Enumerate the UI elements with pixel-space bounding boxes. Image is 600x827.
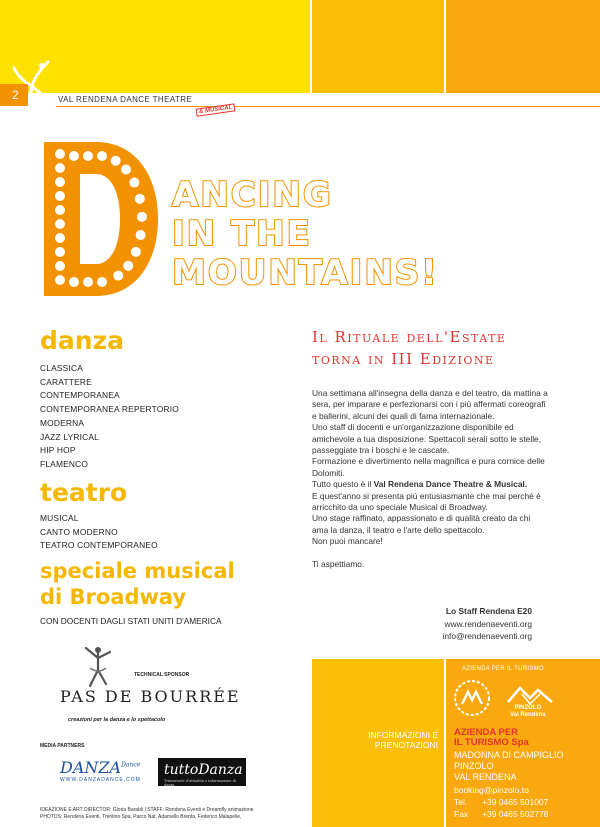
marquee-bulb bbox=[55, 233, 65, 243]
body-paragraph bbox=[312, 479, 548, 490]
info-label-line: PRENOTAZIONI bbox=[374, 740, 438, 750]
marquee-bulb bbox=[69, 277, 79, 287]
body-paragraph: Uno stage raffinato, appassionato e di qualità creato da chi ama la danza, il teatro e l'arte dello spettacolo. bbox=[312, 513, 531, 535]
fax-row bbox=[454, 809, 548, 819]
body-text bbox=[312, 388, 548, 570]
apt-place: PINZOLO bbox=[454, 761, 494, 772]
list-item: MODERNA bbox=[40, 417, 85, 428]
marquee-bulb bbox=[55, 191, 65, 201]
body-bold-span: Val Rendena Dance Theatre & Musical. bbox=[373, 479, 528, 490]
tutto-logo-sub: Trimestrale d'attualità e informazione di danza bbox=[164, 779, 236, 787]
danza-logo-small: Dance bbox=[121, 761, 141, 769]
page-number: 2 bbox=[0, 84, 28, 106]
list-item: TEATRO CONTEMPORANEO bbox=[40, 540, 158, 551]
teatro-list bbox=[40, 512, 158, 553]
danza-dance-logo bbox=[60, 758, 140, 777]
header-band-right bbox=[446, 0, 600, 93]
marquee-bulb bbox=[55, 205, 65, 215]
marquee-bulb bbox=[55, 177, 65, 187]
body-paragraph: Uno staff di docenti e un'organizzazione disponibile ed amichevole a tua disposizione. Spettacoli serali sotto le stelle, passeggiate tra i boschi e le cascate. bbox=[312, 422, 542, 456]
staff-signature: Lo Staff Rendena E20 bbox=[445, 606, 532, 616]
title-line-1: ANCING bbox=[172, 175, 333, 215]
body-text-span: Tutto questo è il bbox=[312, 479, 374, 490]
tutto-logo-name: tuttoDanza bbox=[164, 762, 243, 778]
credits-line: IDEAZIONE E ART DIRECTOR: Gloria Barabli | STAFF: Rendena Eventi e Dreamfly animazione bbox=[40, 807, 254, 813]
pas-de-bourree-logo: PAS DE BOURRÉE bbox=[60, 687, 241, 706]
info-label bbox=[318, 730, 438, 750]
marquee-bulb bbox=[111, 156, 121, 166]
musical-tag: & MUSICAL bbox=[196, 103, 236, 116]
ritual-heading-line-1: Il Rituale dell'Estate bbox=[312, 328, 507, 346]
teatro-heading: teatro bbox=[40, 478, 128, 507]
email-link[interactable]: info@rendenaeventi.org bbox=[442, 631, 532, 641]
marquee-bulb bbox=[97, 151, 107, 161]
apt-place: MADONNA DI CAMPIGLIO bbox=[454, 750, 564, 760]
telephone-row bbox=[454, 797, 548, 807]
title-line-3: MOUNTAINS! bbox=[172, 253, 439, 293]
marquee-bulb bbox=[136, 230, 146, 240]
pinzolo-logo-line: PINZOLO bbox=[514, 705, 542, 711]
info-label-line: INFORMAZIONI E bbox=[368, 730, 438, 740]
body-paragraph: E quest'anno si presenta più entusiasmante che mai perché è arricchito da uno speciale Musical di Broadway. bbox=[312, 490, 541, 513]
list-item: CARATTERE bbox=[40, 376, 92, 387]
marquee-bulb bbox=[55, 247, 65, 257]
technical-sponsor-label: TECHNICAL SPONSOR bbox=[134, 672, 190, 678]
apt-name bbox=[454, 728, 529, 748]
tel-label: Tel. bbox=[454, 797, 468, 807]
apt-label: AZIENDA PER IL TURISMO bbox=[462, 666, 544, 672]
apt-places bbox=[454, 750, 564, 784]
list-item: CONTEMPORANEA REPERTORIO bbox=[40, 404, 179, 415]
big-d-marquee-letter bbox=[40, 138, 162, 300]
body-paragraph: Ti aspettiamo. bbox=[312, 558, 365, 569]
fax-value: +39 0465 502778 bbox=[482, 809, 549, 819]
pas-de-bourree-tagline: creazioni per la danza e lo spettacolo bbox=[68, 717, 166, 723]
marquee-bulb bbox=[129, 178, 139, 188]
media-partners-label: MEDIA PARTNERS bbox=[40, 743, 85, 749]
header-title: VAL RENDENA DANCE THEATRE bbox=[58, 95, 193, 104]
header-divider bbox=[56, 106, 600, 107]
marquee-bulb bbox=[137, 212, 147, 222]
apt-name-line: IL TURISMO Spa bbox=[454, 737, 529, 748]
marquee-bulb bbox=[55, 149, 65, 159]
marquee-bulb bbox=[55, 163, 65, 173]
ballerina-logo-icon bbox=[80, 644, 116, 688]
marquee-bulb bbox=[113, 271, 123, 281]
apt-place: VAL RENDENA bbox=[454, 772, 517, 783]
pinzolo-logo-line: Val Rendena bbox=[510, 712, 546, 718]
marquee-bulb bbox=[131, 247, 141, 257]
marquee-bulb bbox=[55, 219, 65, 229]
marquee-bulb bbox=[55, 261, 65, 271]
list-item: FLAMENCO bbox=[40, 458, 89, 469]
musical-heading-line-1: speciale musical bbox=[40, 559, 235, 583]
marquee-bulb bbox=[123, 261, 133, 271]
marquee-bulb bbox=[83, 151, 93, 161]
danza-list bbox=[40, 362, 179, 472]
website-link[interactable]: www.rendenaeventi.org bbox=[444, 619, 532, 629]
marquee-bulb bbox=[55, 275, 65, 285]
list-item: CANTO MODERNO bbox=[40, 526, 118, 537]
booking-email[interactable]: booking@pinzolo.to bbox=[454, 785, 529, 795]
list-item: JAZZ LYRICAL bbox=[40, 431, 100, 442]
body-paragraph: Non puoi mancare! bbox=[312, 536, 383, 547]
header-band-middle bbox=[312, 0, 444, 93]
list-item: CLASSICA bbox=[40, 363, 84, 373]
pinzolo-logo-text bbox=[510, 705, 546, 719]
title-line-2: IN THE bbox=[172, 214, 312, 254]
ritual-heading-line-2: torna in III Edizione bbox=[312, 350, 495, 368]
body-paragraph: Formazione e divertimento nella magnifica e pura cornice delle Dolomiti. bbox=[312, 456, 545, 478]
marquee-bulb bbox=[83, 277, 93, 287]
fax-label: Fax bbox=[454, 809, 469, 819]
danza-heading: danza bbox=[40, 326, 124, 355]
list-item: MUSICAL bbox=[40, 513, 79, 523]
list-item: CONTEMPORANEA bbox=[40, 390, 120, 401]
credits bbox=[40, 807, 300, 821]
tutto-danza-logo bbox=[158, 758, 246, 786]
marquee-bulb bbox=[69, 151, 79, 161]
marquee-bulb bbox=[121, 164, 131, 174]
marquee-bulb bbox=[97, 277, 107, 287]
apt-name-line: AZIENDA PER bbox=[454, 727, 519, 738]
danza-dance-url: WWW.DANZADANCE.COM bbox=[60, 777, 141, 783]
list-item: HIP HOP bbox=[40, 445, 76, 456]
musical-heading bbox=[40, 558, 235, 610]
marquee-bulb bbox=[135, 194, 145, 204]
madonna-campiglio-logo-icon bbox=[452, 678, 492, 718]
musical-note: CON DOCENTI DAGLI STATI UNITI D'AMERICA bbox=[40, 616, 222, 626]
tel-value[interactable]: +39 0465 501007 bbox=[482, 797, 549, 807]
danza-logo-name: DANZA bbox=[60, 758, 122, 777]
credits-line: PHOTOS: Rendena Eventi, Trentino Spa, Parco Nat. Adamello Brenta, Federico Malapelle, bbox=[40, 814, 242, 820]
body-paragraph: Una settimana all'insegna della danza e del teatro, da mattina a sera, per imparare e perfezionarsi con i più affermati coreografi e ballerini, alcuni dei quali di fama internazionale. bbox=[312, 388, 548, 421]
musical-heading-line-2: di Broadway bbox=[40, 585, 187, 609]
